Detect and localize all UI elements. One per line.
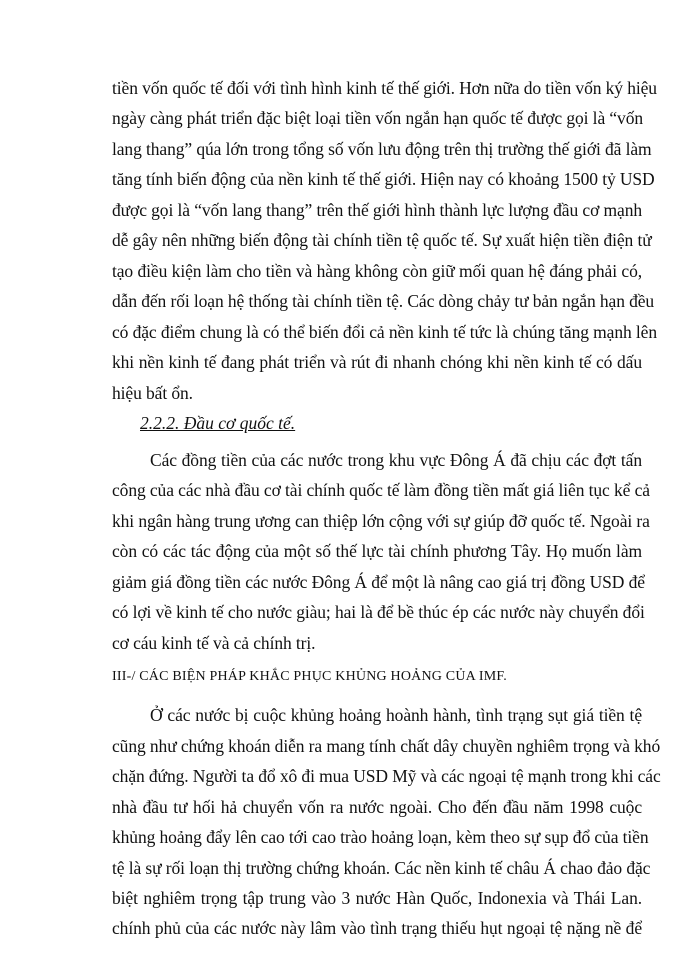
text-line: biệt nghiêm trọng tập trung vào 3 nước Hàn Quốc, Indonexia và Thái Lan. xyxy=(112,888,642,908)
text-line: tệ là sự rối loạn thị trường chứng khoán. Các nền kinh tế châu Á chao đảo đặc xyxy=(112,858,651,878)
text-line: dễ gây nên những biến động tài chính tiền tệ quốc tế. Sự xuất hiện tiền điện tử xyxy=(112,230,652,250)
text-line: lang thang” qúa lớn trong tổng số vốn lưu động trên thị trường thế giới đã làm xyxy=(112,139,652,159)
text-line: khi ngân hàng trung ương can thiệp lớn cộng với sự giúp đỡ quốc tế. Ngoài ra xyxy=(112,511,650,531)
text-line: cơ cáu kinh tế và cả chính trị. xyxy=(112,633,316,653)
text-line: có lợi về kinh tế cho nước giàu; hai là để bề thúc ép các nước này chuyển đổi xyxy=(112,602,645,622)
section-heading: III-/ CÁC BIỆN PHÁP KHẮC PHỤC KHỦNG HOẢNG CỦA IMF. xyxy=(112,669,507,684)
text-line: được gọi là “vốn lang thang” trên thế giới hình thành lực lượng đầu cơ mạnh xyxy=(112,200,642,220)
text-line: khi nền kinh tế đang phát triển và rút đi nhanh chóng khi nền kinh tế có dấu xyxy=(112,352,642,372)
text-line: tăng tính biến động của nền kinh tế thế giới. Hiện nay có khoảng 1500 tỷ USD xyxy=(112,169,655,189)
text-line: Các đồng tiền của các nước trong khu vực Đông Á đã chịu các đợt tấn xyxy=(150,450,642,470)
text-line: cũng như chứng khoán diễn ra mang tính chất dây chuyền nghiêm trọng và khó xyxy=(112,736,661,756)
text-line: chính phủ của các nước này lâm vào tình trạng thiếu hụt ngoại tệ nặng nề để xyxy=(112,918,642,938)
text-line: công của các nhà đầu cơ tài chính quốc tế làm đồng tiền mất giá liên tục kể cả xyxy=(112,480,650,500)
text-line: dẫn đến rối loạn hệ thống tài chính tiền tệ. Các dòng chảy tư bản ngắn hạn đều xyxy=(112,291,655,311)
text-line: khủng hoảng đẩy lên cao tới cao trào hoảng loạn, kèm theo sự sụp đổ của tiền xyxy=(112,827,649,847)
text-line: tạo điều kiện làm cho tiền và hàng không còn giữ mối quan hệ đáng phải có, xyxy=(112,261,642,281)
text-line: còn có các tác động của một số thế lực tài chính phương Tây. Họ muốn làm xyxy=(112,541,642,561)
text-line: chặn đứng. Người ta đổ xô đi mua USD Mỹ và các ngoại tệ mạnh trong khi các xyxy=(112,766,661,786)
text-line: tiền vốn quốc tế đối với tình hình kinh tế thế giới. Hơn nữa do tiền vốn ký hiệu xyxy=(112,78,657,98)
text-line: có đặc điểm chung là có thể biến đổi cả nền kinh tế tức là chúng tăng mạnh lên xyxy=(112,322,657,342)
text-line: Ở các nước bị cuộc khủng hoảng hoành hành, tình trạng sụt giá tiền tệ xyxy=(150,705,642,725)
text-line: nhà đầu tư hối hả chuyển vốn ra nước ngoài. Cho đến đầu năm 1998 cuộc xyxy=(112,797,642,817)
text-line: giảm giá đồng tiền các nước Đông Á để một là nâng cao giá trị đồng USD để xyxy=(112,572,645,592)
text-line: ngày càng phát triển đặc biệt loại tiền vốn ngắn hạn quốc tế được gọi là “vốn xyxy=(112,108,644,128)
text-line: hiệu bất ổn. xyxy=(112,383,193,403)
section-subheading: 2.2.2. Đầu cơ quốc tế. xyxy=(140,413,296,433)
